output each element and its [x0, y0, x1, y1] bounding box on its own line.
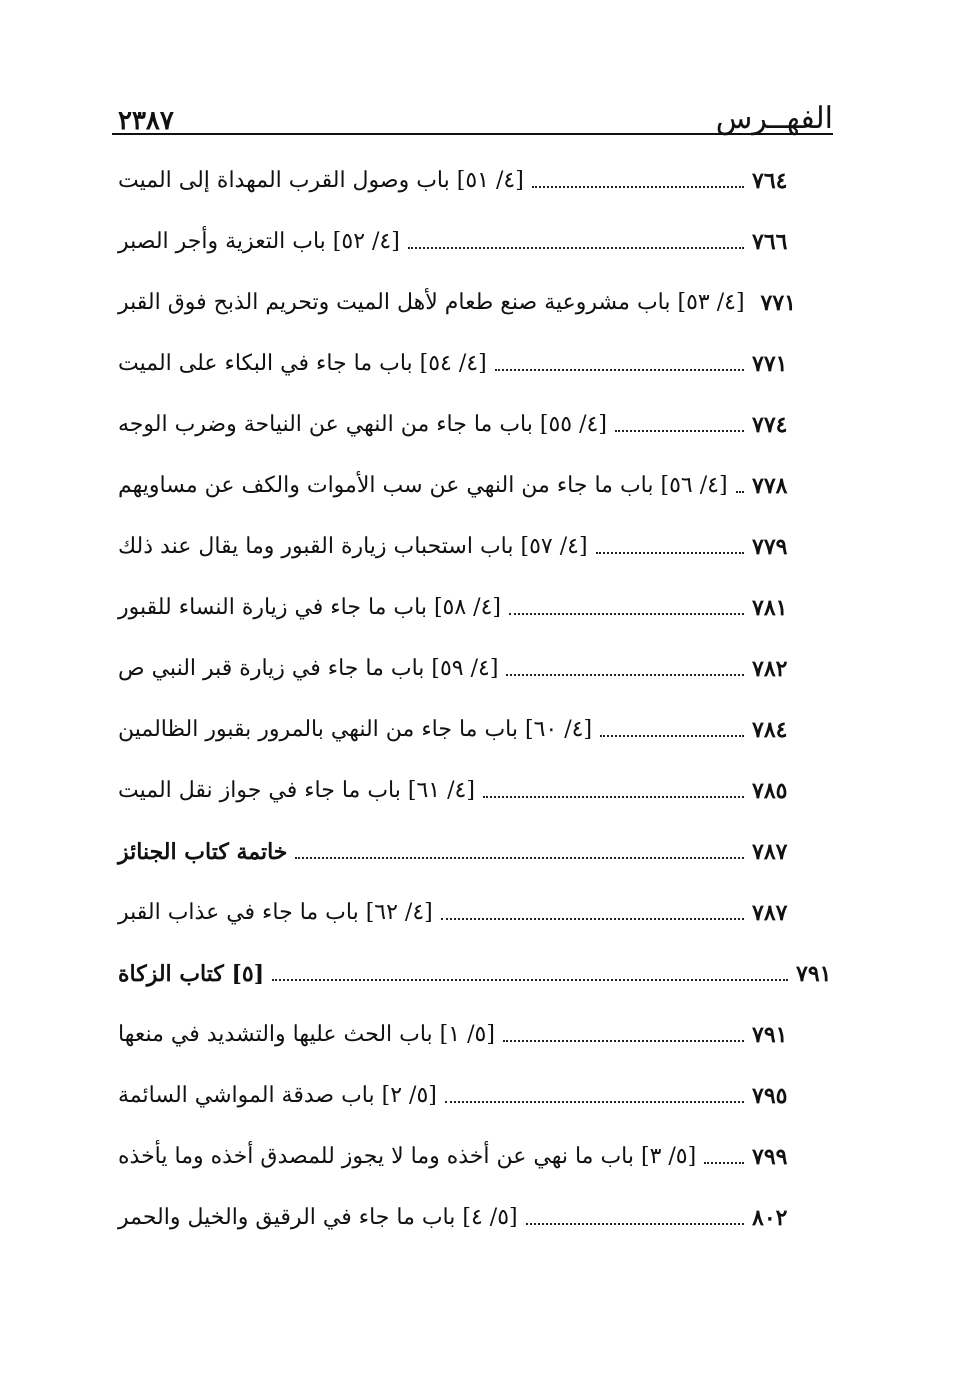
toc-entry-title: خاتمة كتاب الجنائز — [118, 838, 288, 865]
toc-entry-page-number: ٧٨٧ — [752, 838, 788, 865]
dot-leader — [445, 1101, 744, 1103]
toc-entry — [118, 1065, 818, 1126]
dot-leader — [506, 674, 744, 676]
toc-entry — [118, 577, 818, 638]
toc-entry — [118, 638, 818, 699]
toc-entry — [118, 272, 818, 333]
toc-entry-title: [٤/ ٥٨] باب ما جاء في زيارة النساء للقبور — [118, 594, 502, 620]
toc-entry-title: [٤/ ٥١] باب وصول القرب المهداة إلى الميت — [118, 167, 524, 193]
dot-leader — [495, 369, 744, 371]
toc-entry-page-number: ٧٩١ — [796, 960, 832, 987]
toc-entry-page-number: ٧٧٨ — [752, 472, 788, 499]
toc-entry — [118, 699, 818, 760]
dot-leader — [295, 857, 744, 859]
toc-entry-page-number: ٧٨٧ — [752, 899, 788, 926]
toc-entry-page-number: ٧٧١ — [752, 350, 788, 377]
toc-entry-title: [٤/ ٥٦] باب ما جاء من النهي عن سب الأموات والكف عن مساويهم — [118, 472, 728, 498]
toc-entry — [118, 394, 818, 455]
toc-entry-title: [٤/ ٦٢] باب ما جاء في عذاب القبر — [118, 899, 433, 925]
toc-entry-page-number: ٧٩١ — [752, 1021, 788, 1048]
toc-entry-page-number: ٨٠٢ — [752, 1204, 788, 1231]
dot-leader — [441, 918, 744, 920]
toc-entry-title: [٤/ ٥٣] باب مشروعية صنع طعام لأهل الميت وتحريم الذبح فوق القبر — [118, 289, 745, 315]
toc-entry — [118, 333, 818, 394]
toc-entry-title: [٤/ ٥٢] باب التعزية وأجر الصبر — [118, 228, 400, 254]
toc-entry-page-number: ٧٨١ — [752, 594, 788, 621]
toc-entry-title: [٤/ ٥٤] باب ما جاء في البكاء على الميت — [118, 350, 487, 376]
dot-leader — [526, 1223, 744, 1225]
toc-entry — [118, 516, 818, 577]
toc-entry-page-number: ٧٨٥ — [752, 777, 788, 804]
toc-entry-page-number: ٧٧١ — [760, 289, 796, 316]
dot-leader — [600, 735, 744, 737]
toc-entry — [118, 211, 818, 272]
toc-entry-page-number: ٧٦٤ — [752, 167, 788, 194]
toc-entry — [118, 150, 818, 211]
toc-entry-title: [٥/ ٢] باب صدقة المواشي السائمة — [118, 1082, 437, 1108]
toc-entry-title: [٤/ ٥٧] باب استحباب زيارة القبور وما يقال عند ذلك — [118, 533, 588, 559]
toc-entry — [118, 1004, 818, 1065]
page-header — [118, 92, 833, 134]
toc-entry-page-number: ٧٩٥ — [752, 1082, 788, 1109]
dot-leader — [596, 552, 744, 554]
toc-entry — [118, 882, 818, 943]
page-title: الفهــرس — [715, 101, 833, 136]
toc-entry — [118, 760, 818, 821]
toc-entry — [118, 1126, 818, 1187]
toc-entry-title: [٥/ ٤] باب ما جاء في الرقيق والخيل والحمر — [118, 1204, 518, 1230]
toc-entry-title: [٤/ ٥٩] باب ما جاء في زيارة قبر النبي ص — [118, 655, 499, 681]
header-rule — [112, 133, 833, 135]
page-number: ٢٣٨٧ — [118, 106, 174, 136]
dot-leader — [736, 491, 744, 493]
toc-entry — [118, 943, 840, 1004]
dot-leader — [509, 613, 744, 615]
toc-entry-page-number: ٧٦٦ — [752, 228, 788, 255]
dot-leader — [704, 1162, 744, 1164]
dot-leader — [615, 430, 744, 432]
toc-entry — [118, 821, 818, 882]
toc-entry-page-number: ٧٨٢ — [752, 655, 788, 682]
toc-entry-title: [٥/ ١] باب الحث عليها والتشديد في منعها — [118, 1021, 495, 1047]
toc-entry-page-number: ٧٧٤ — [752, 411, 788, 438]
toc-entry-page-number: ٧٩٩ — [752, 1143, 788, 1170]
dot-leader — [483, 796, 744, 798]
dot-leader — [532, 186, 744, 188]
table-of-contents — [118, 150, 832, 1248]
dot-leader — [408, 247, 744, 249]
dot-leader — [272, 979, 788, 981]
dot-leader — [503, 1040, 744, 1042]
toc-entry-title: [٥/ ٣] باب ما نهي عن أخذه وما لا يجوز للمصدق أخذه وما يأخذه — [118, 1143, 697, 1169]
toc-entry — [118, 1187, 818, 1248]
toc-entry — [118, 455, 818, 516]
toc-entry-title: [٤/ ٦٠] باب ما جاء من النهي بالمرور بقبور الظالمين — [118, 716, 593, 742]
toc-entry-page-number: ٧٨٤ — [752, 716, 788, 743]
toc-entry-title: [٤/ ٥٥] باب ما جاء من النهي عن النياحة وضرب الوجه — [118, 411, 607, 437]
toc-entry-page-number: ٧٧٩ — [752, 533, 788, 560]
toc-entry-title: [٤/ ٦١] باب ما جاء في جواز نقل الميت — [118, 777, 475, 803]
toc-entry-title: [٥] كتاب الزكاة — [118, 960, 265, 987]
